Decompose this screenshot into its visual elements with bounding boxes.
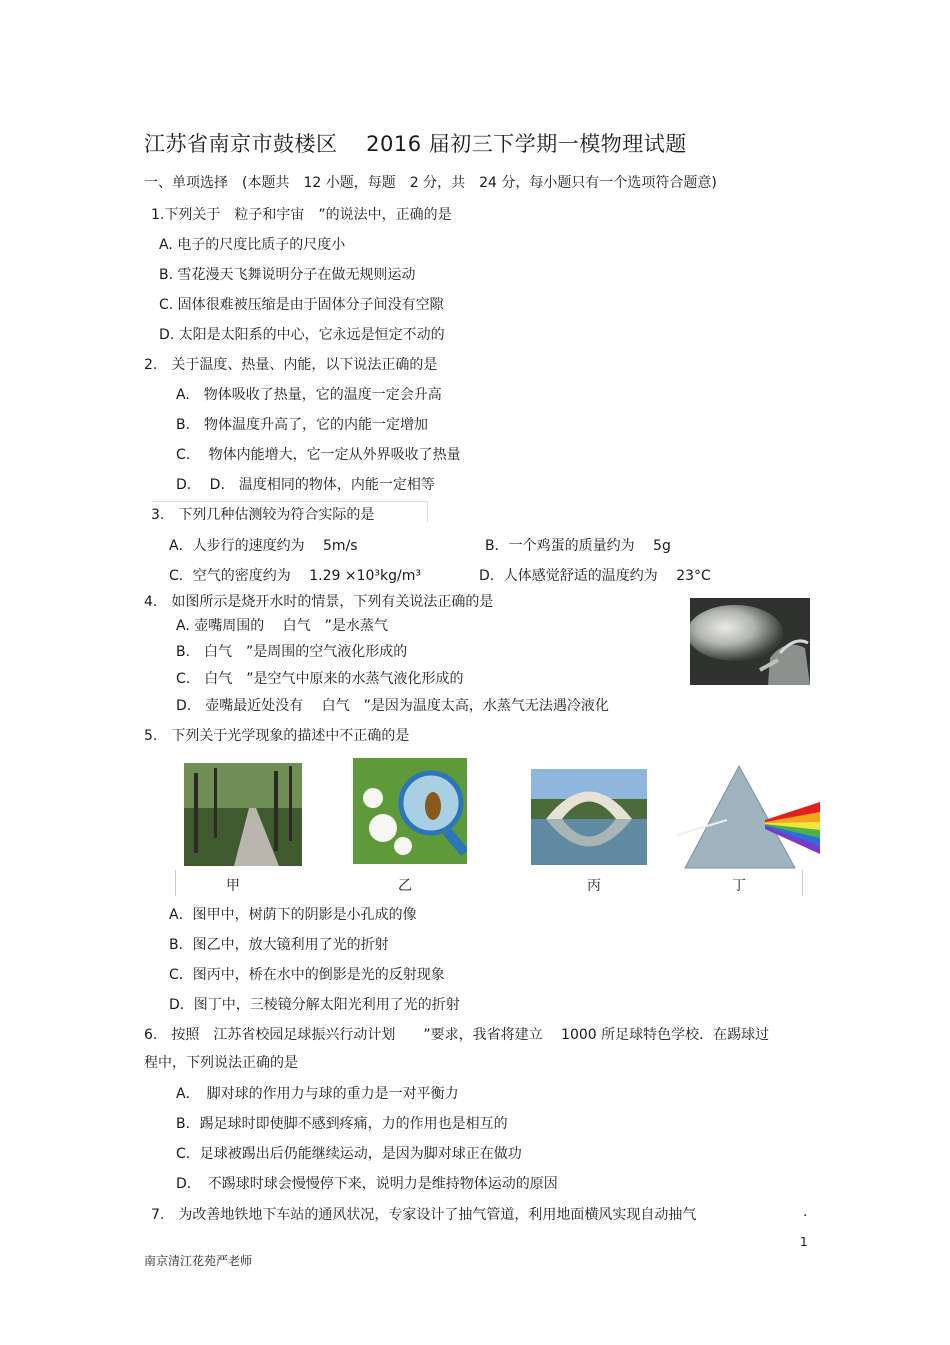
q5-label-yi: 乙 (398, 878, 412, 894)
q1-option-a: A. 电子的尺度比质子的尺度小 (159, 237, 346, 253)
section-heading: 一、单项选择 (本题共 12 小题，每题 2 分，共 24 分，每小题只有一个选项符合题意) (144, 175, 717, 191)
magnifier-bee-image (353, 758, 467, 864)
q3-option-c: C．空气的密度约为 1.29 ×10³kg/m³ (169, 568, 421, 584)
page-number: 1 (800, 1235, 808, 1249)
page-title: 江苏省南京市鼓楼区 2016 届初三下学期一模物理试题 (144, 132, 687, 156)
q1-option-d: D. 太阳是太阳系的中心，它永远是恒定不动的 (159, 327, 445, 343)
q5-label-bing: 丙 (587, 878, 601, 894)
tree-shade-image (184, 763, 302, 866)
q6-option-c: C．足球被踢出后仍能继续运动，是因为脚对球正在做功 (176, 1146, 522, 1162)
q4-stem: 4. 如图所示是烧开水时的情景，下列有关说法正确的是 (144, 594, 494, 610)
q7-stem: 7. 为改善地铁地下车站的通风状况，专家设计了抽气管道，利用地面横风实现自动抽气 (151, 1207, 697, 1223)
q5-label-jia: 甲 (226, 878, 240, 894)
q7-stem-end: . (803, 1204, 808, 1220)
q2-option-a: A. 物体吸收了热量，它的温度一定会升高 (176, 387, 442, 403)
q5-option-d: D．图丁中，三棱镜分解太阳光利用了光的折射 (169, 997, 460, 1013)
q2-option-b: B. 物体温度升高了，它的内能一定增加 (176, 417, 429, 433)
q4-option-d: D. 壶嘴最近处没有 白气 ”是因为温度太高，水蒸气无法遇冷液化 (176, 698, 609, 714)
arch-bridge-image (531, 769, 647, 865)
q2-stem: 2. 关于温度、热量、内能，以下说法正确的是 (144, 357, 438, 373)
q4-option-a: A. 壶嘴周围的 白气 ”是水蒸气 (176, 618, 388, 634)
image-row-divider-right (802, 870, 803, 896)
image-row-divider-left (175, 870, 176, 896)
q1-stem: 1.下列关于 粒子和宇宙 ”的说法中，正确的是 (151, 207, 452, 223)
q6-stem-line1: 6. 按照 江苏省校园足球振兴行动计划 ”要求，我省将建立 1000 所足球特色学校．在踢球过 (144, 1027, 770, 1043)
kettle-steam-image (690, 598, 810, 685)
q1-option-b: B. 雪花漫天飞舞说明分子在做无规则运动 (159, 267, 416, 283)
q2-option-d: D. D. 温度相同的物体，内能一定相等 (176, 477, 435, 493)
q3-option-b: B．一个鸡蛋的质量约为 5g (485, 538, 671, 554)
q5-stem: 5. 下列关于光学现象的描述中不正确的是 (144, 728, 410, 744)
q3-option-a: A．人步行的速度约为 5m/s (169, 538, 358, 554)
q3-option-d: D．人体感觉舒适的温度约为 23°C (479, 568, 711, 584)
q4-option-c: C. 白气 ”是空气中原来的水蒸气液化形成的 (176, 671, 464, 687)
q6-option-b: B．踢足球时即使脚不感到疼痛，力的作用也是相互的 (176, 1116, 508, 1132)
q5-option-a: A．图甲中，树荫下的阴影是小孔成的像 (169, 907, 417, 923)
q1-option-c: C. 固体很难被压缩是由于固体分子间没有空隙 (159, 297, 444, 313)
q6-option-a: A． 脚对球的作用力与球的重力是一对平衡力 (176, 1086, 459, 1102)
footer-author: 南京清江花苑严老师 (144, 1254, 253, 1268)
q5-option-b: B．图乙中，放大镜利用了光的折射 (169, 937, 389, 953)
q5-option-c: C．图丙中，桥在水中的倒影是光的反射现象 (169, 967, 445, 983)
prism-image (677, 762, 820, 870)
q4-option-b: B. 白气 ”是周围的空气液化形成的 (176, 644, 408, 660)
q3-stem: 3. 下列几种估测较为符合实际的是 (151, 507, 375, 523)
q2-option-c: C. 物体内能增大，它一定从外界吸收了热量 (176, 447, 461, 463)
q5-label-ding: 丁 (732, 878, 746, 894)
q6-option-d: D． 不踢球时球会慢慢停下来，说明力是维持物体运动的原因 (176, 1176, 558, 1192)
q6-stem-line2: 程中，下列说法正确的是 (144, 1055, 298, 1071)
